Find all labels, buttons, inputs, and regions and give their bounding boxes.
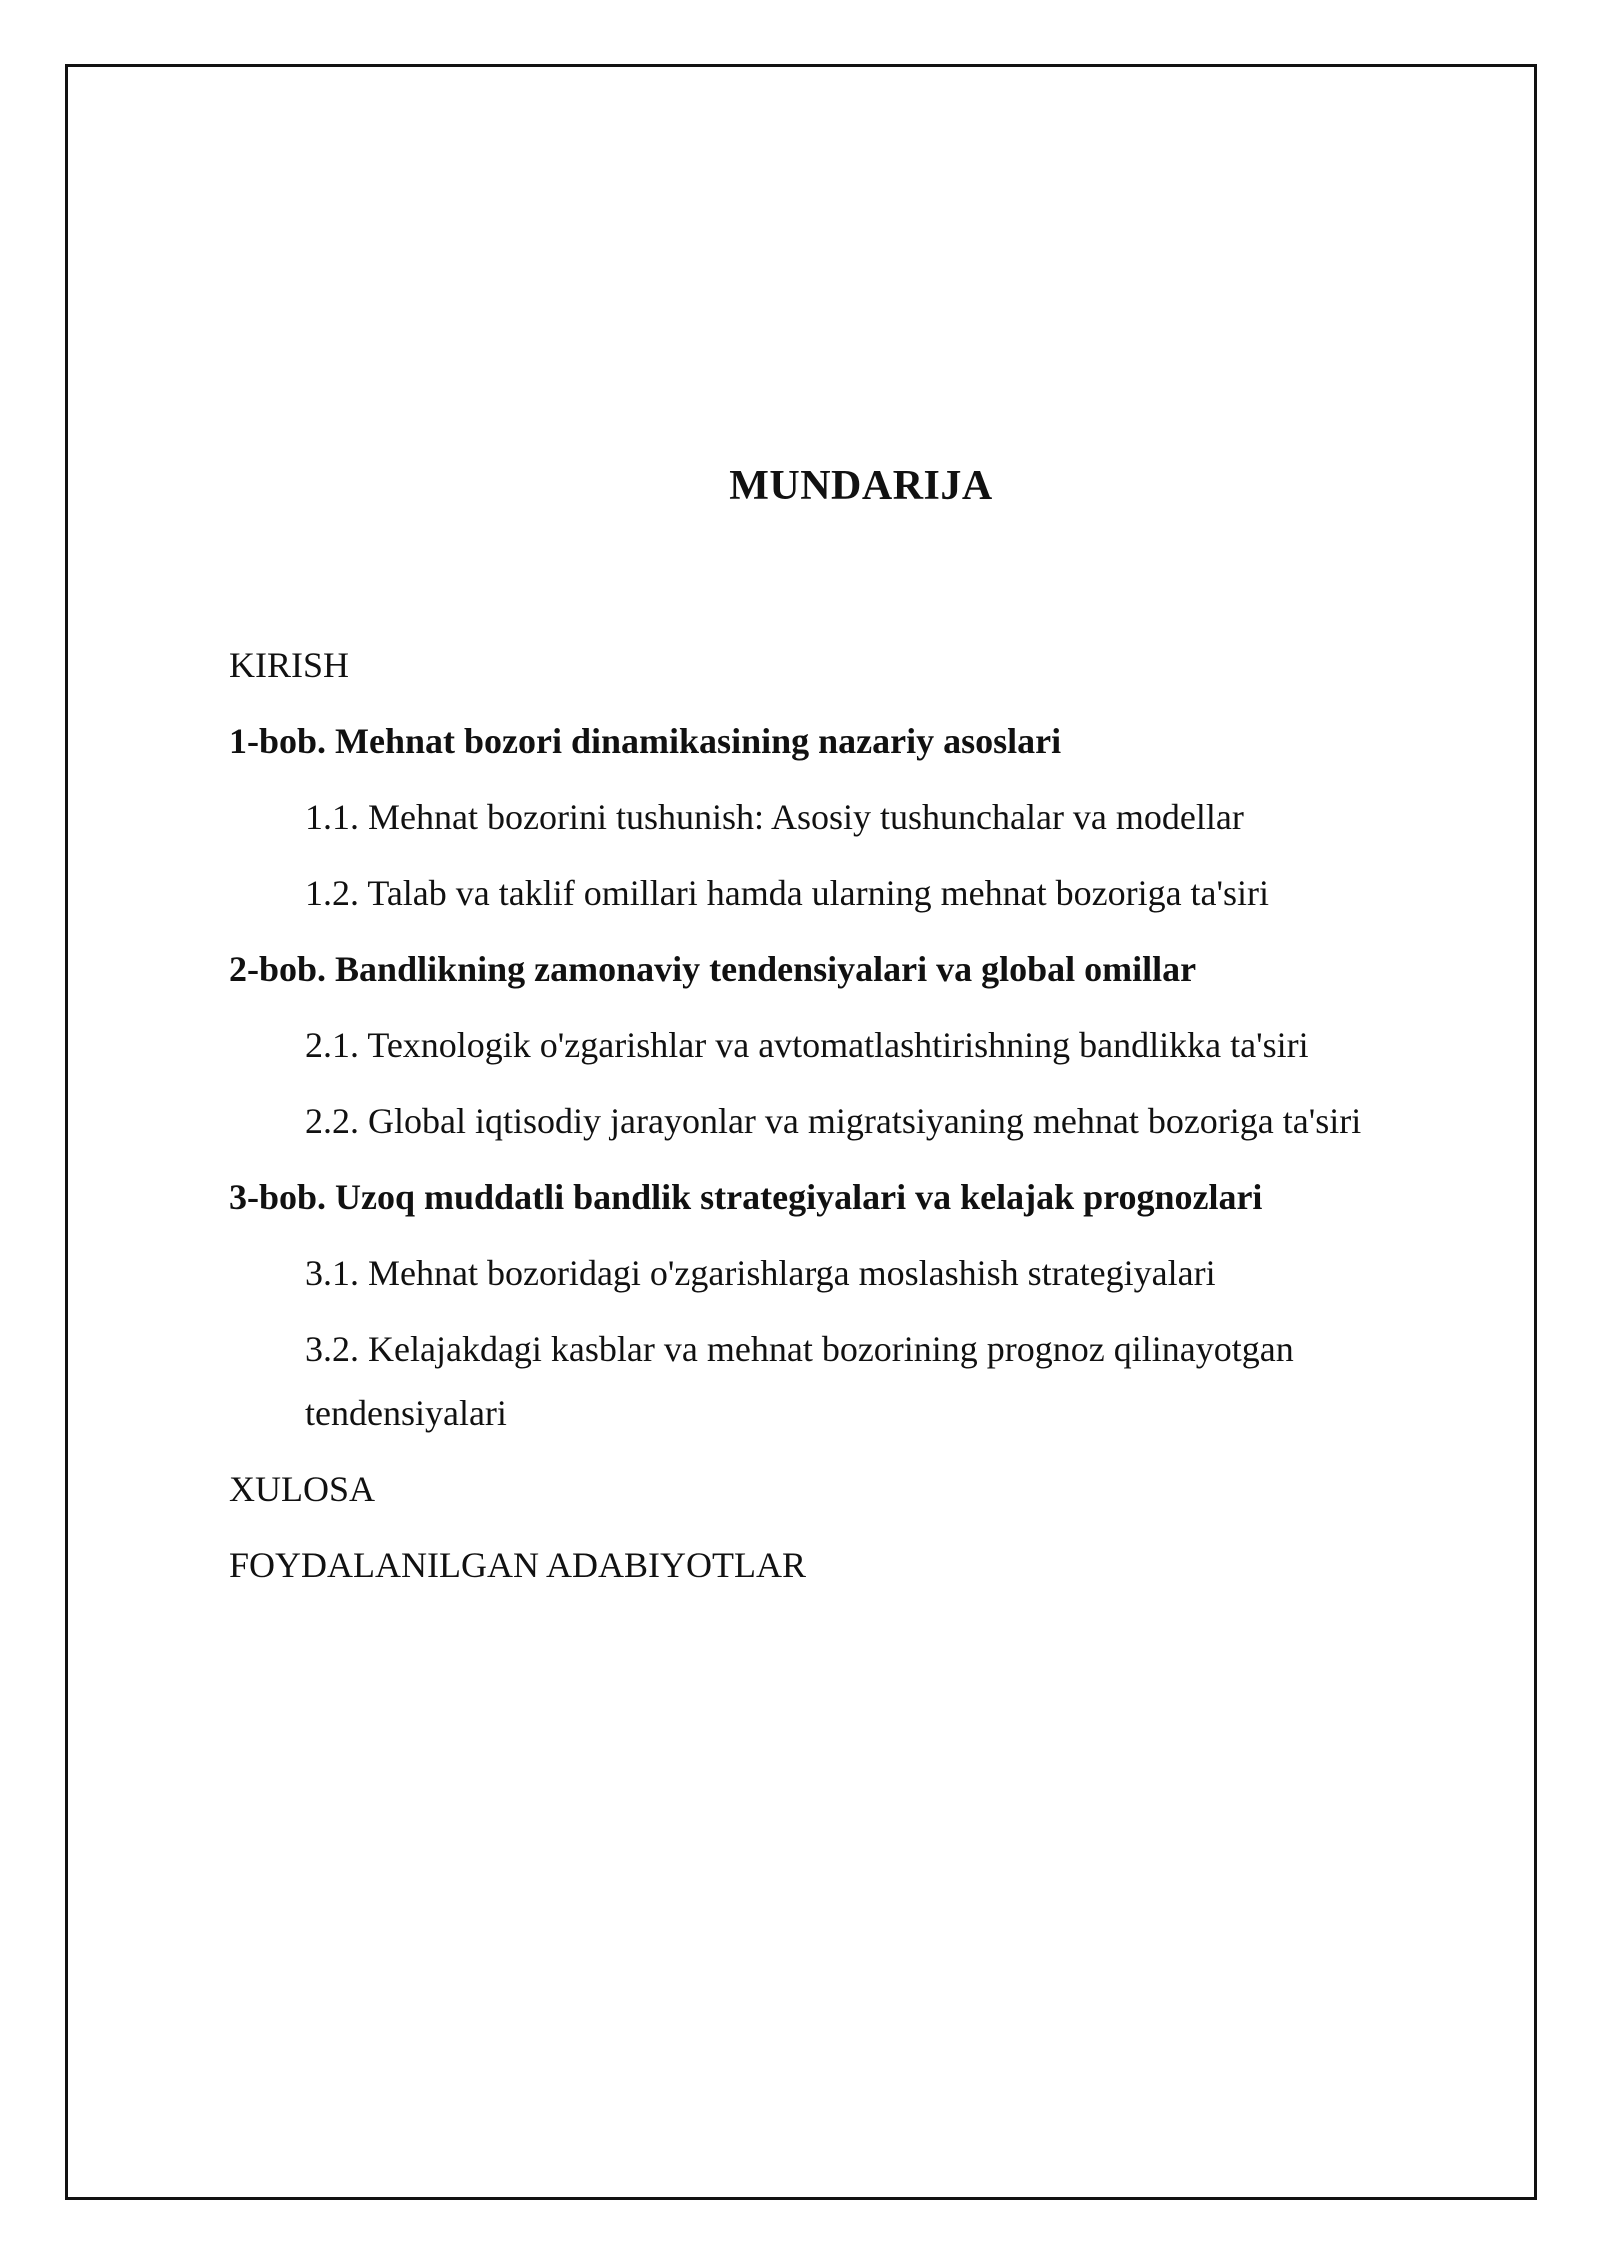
toc-entry-introduction: KIRISH [229, 645, 350, 685]
page-title: MUNDARIJA [729, 463, 993, 509]
toc-section-3-2: 3.2. Kelajakdagi kasblar va mehnat bozorining prognoz qilinayotgan tendensiyalari [305, 1329, 1294, 1433]
table-of-contents [229, 642, 1469, 1618]
toc-section-3-1: 3.1. Mehnat bozoridagi o'zgarishlarga moslashish strategiyalari [305, 1253, 1216, 1293]
toc-entry-conclusion: XULOSA [229, 1469, 376, 1509]
toc-section-1-2: 1.2. Talab va taklif omillari hamda ularning mehnat bozoriga ta'siri [305, 873, 1270, 913]
toc-section-2-2: 2.2. Global iqtisodiy jarayonlar va migratsiyaning mehnat bozoriga ta'siri [305, 1101, 1362, 1141]
toc-entry-references: FOYDALANILGAN ADABIYOTLAR [229, 1545, 806, 1585]
toc-chapter-3: 3-bob. Uzoq muddatli bandlik strategiyalari va kelajak prognozlari [229, 1177, 1263, 1217]
toc-section-1-1: 1.1. Mehnat bozorini tushunish: Asosiy tushunchalar va modellar [305, 797, 1244, 837]
toc-chapter-1: 1-bob. Mehnat bozori dinamikasining nazariy asoslari [229, 721, 1062, 761]
toc-chapter-2: 2-bob. Bandlikning zamonaviy tendensiyalari va global omillar [229, 949, 1197, 989]
toc-section-2-1: 2.1. Texnologik o'zgarishlar va avtomatlashtirishning bandlikka ta'siri [305, 1025, 1309, 1065]
